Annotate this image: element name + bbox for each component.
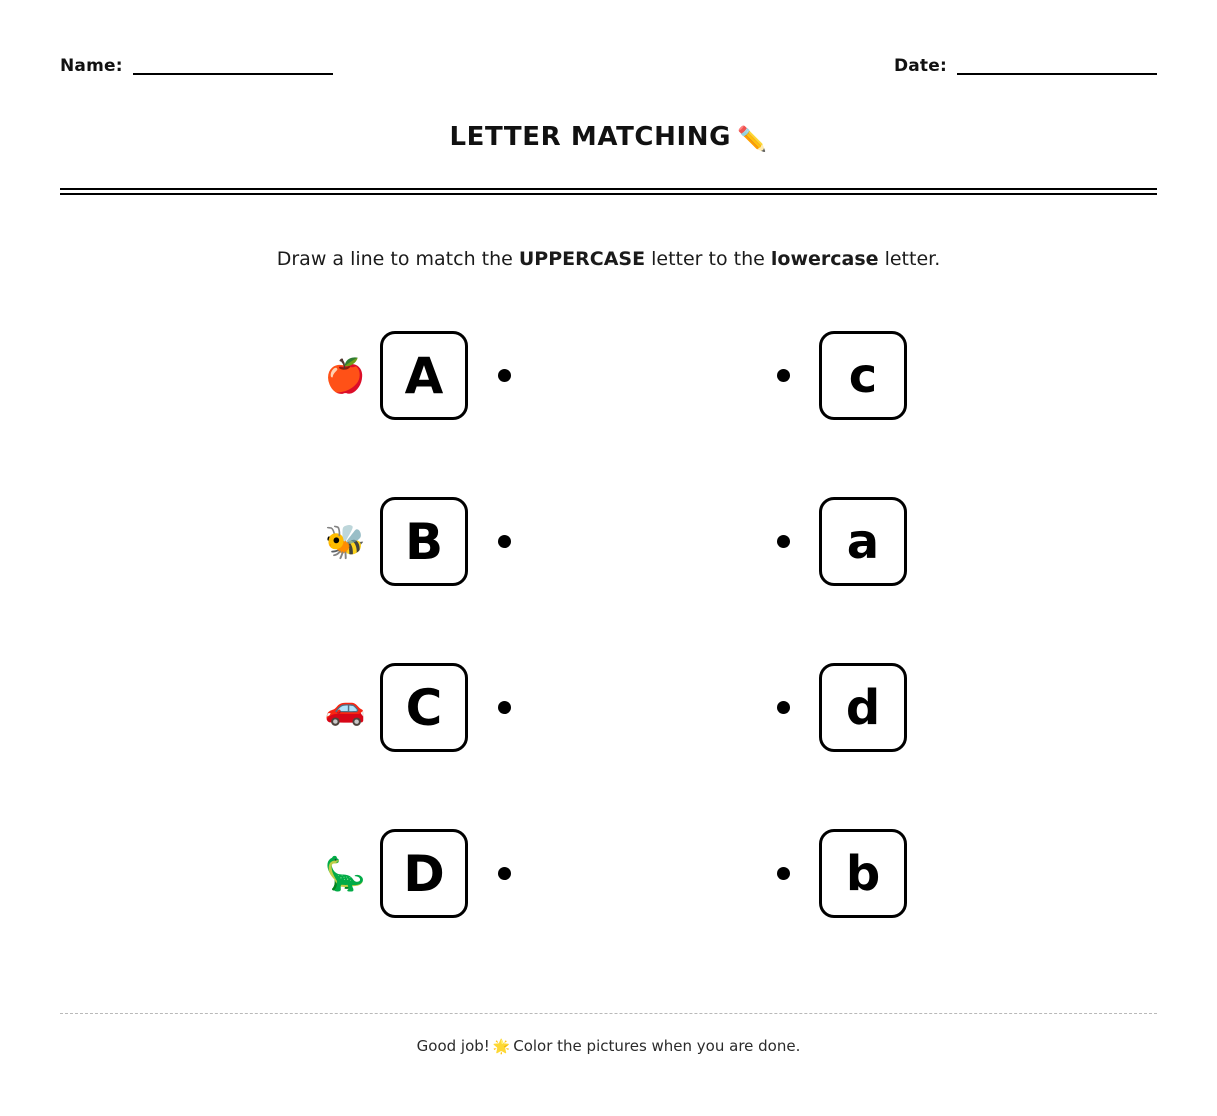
left-connector-dot[interactable] (498, 369, 511, 382)
date-label: Date: (893, 56, 947, 76)
header-divider-line-top (60, 188, 1157, 190)
right-connector-dot[interactable] (777, 701, 790, 714)
lowercase-letter: a (846, 513, 880, 570)
lowercase-letter-box[interactable] (819, 663, 907, 752)
star-icon: 🌟 (492, 1039, 511, 1055)
bee-emoji: 🐝 (324, 521, 366, 561)
lowercase-letter-box[interactable] (819, 829, 907, 918)
match-row (0, 652, 1217, 762)
lowercase-letter-box[interactable] (819, 497, 907, 586)
date-field-group (894, 58, 1157, 75)
date-write-line[interactable] (957, 72, 1157, 75)
uppercase-letter-box[interactable] (380, 497, 468, 586)
instruction-part-3: letter. (878, 248, 941, 270)
left-connector-dot[interactable] (498, 535, 511, 548)
uppercase-letter: D (403, 844, 445, 903)
instruction-uppercase-emphasis: UPPERCASE (518, 248, 646, 270)
footer-instruction-text: Color the pictures when you are done. (513, 1037, 801, 1055)
header-divider-line-bottom (60, 193, 1157, 195)
lowercase-letter: d (845, 679, 881, 736)
name-label: Name: (60, 56, 123, 76)
footer-praise-text: Good job! (416, 1037, 490, 1055)
car-emoji: 🚗 (324, 687, 366, 727)
lowercase-letter: c (848, 347, 878, 404)
uppercase-letter: B (404, 512, 444, 571)
lowercase-letter-box[interactable] (819, 331, 907, 420)
match-row (0, 320, 1217, 430)
match-row (0, 818, 1217, 928)
uppercase-letter: C (405, 678, 443, 737)
instruction-text (0, 247, 1217, 273)
student-info-row (60, 58, 1157, 75)
matching-grid (0, 320, 1217, 928)
uppercase-letter: A (404, 346, 444, 405)
instruction-part-2: letter to the (645, 248, 771, 270)
footer-divider (60, 1013, 1157, 1014)
match-row (0, 486, 1217, 596)
instruction-lowercase-emphasis: lowercase (770, 248, 879, 270)
page-title (0, 122, 1217, 154)
uppercase-letter-box[interactable] (380, 829, 468, 918)
apple-emoji: 🍎 (324, 355, 366, 395)
uppercase-letter-box[interactable] (380, 663, 468, 752)
lowercase-letter: b (845, 845, 881, 902)
instruction-part-1: Draw a line to match the (276, 248, 519, 270)
header-divider (60, 188, 1157, 194)
left-connector-dot[interactable] (498, 867, 511, 880)
uppercase-letter-box[interactable] (380, 331, 468, 420)
page-title-text: LETTER MATCHING (449, 122, 732, 152)
name-write-line[interactable] (133, 72, 333, 75)
left-connector-dot[interactable] (498, 701, 511, 714)
dinosaur-emoji: 🦕 (324, 853, 366, 893)
right-connector-dot[interactable] (777, 535, 790, 548)
right-connector-dot[interactable] (777, 867, 790, 880)
footer-note (0, 1037, 1217, 1057)
right-connector-dot[interactable] (777, 369, 790, 382)
name-field-group (60, 58, 333, 75)
pencil-icon: ✏️ (737, 125, 768, 153)
